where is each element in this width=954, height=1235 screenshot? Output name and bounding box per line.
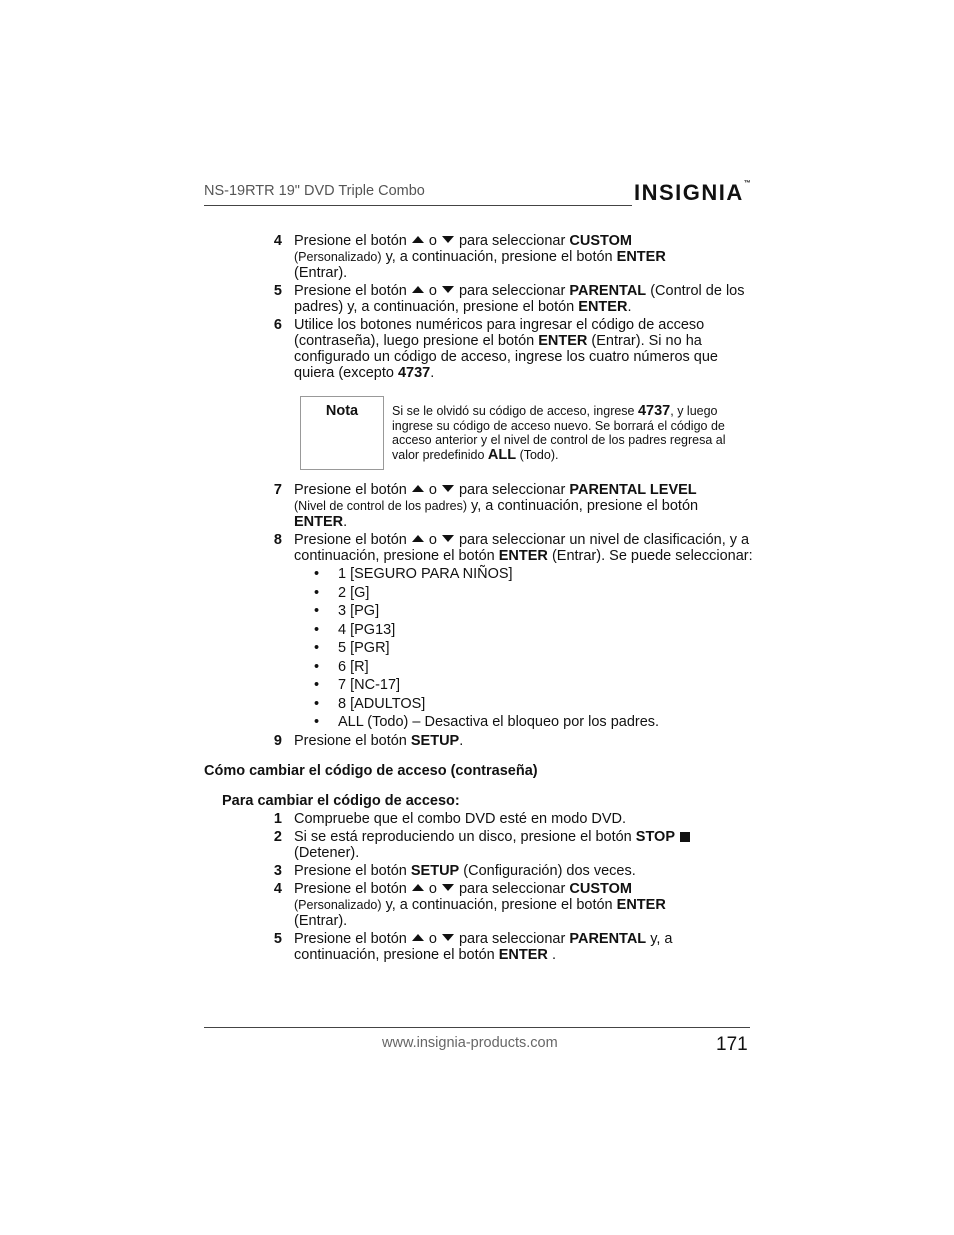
step-paren: (Personalizado) [294,897,382,912]
step-a5 [204,283,754,315]
up-arrow-icon [412,286,424,293]
note-text [384,396,750,470]
step-text [294,931,754,963]
step-text [294,532,754,564]
step-text-part: (Entrar). Se puede seleccionar: [547,548,753,564]
step-text-part: o [428,532,437,548]
down-arrow-icon [442,485,454,492]
step-text [294,829,754,861]
step-text-part: Presione el botón [294,233,407,249]
step-text-part: Presione el botón [294,732,411,749]
parental-label: PARENTAL [569,283,647,299]
step-text-part: Presione el botón [294,930,407,947]
list-item-text: 7 [NC-17] [338,677,401,693]
step-text-part: Presione el botón [294,532,407,548]
down-arrow-icon [442,236,454,243]
step-text-part: Presione el botón [294,862,411,879]
parental-level-label: PARENTAL LEVEL [569,482,697,498]
header-rule [204,205,632,206]
logo-tm: ™ [743,180,751,187]
step-paren: (Personalizado) [294,250,382,264]
step-text [294,233,754,281]
step-text-part: (Configuración) dos veces. [459,862,636,879]
note-text-part: Si se le olvidó su código de acceso, ingrese [392,404,638,418]
footer-url: www.insignia-products.com [382,1035,558,1051]
list-item-text: 3 [PG] [338,603,380,619]
list-item [314,640,754,659]
section-subtitle: Para cambiar el código de acceso: [222,792,460,809]
step-text-part: para seleccionar [458,283,566,299]
bullet: • [314,714,320,730]
enter-label: ENTER [616,896,666,913]
custom-label: CUSTOM [569,880,632,897]
enter-label: ENTER [616,249,666,265]
step-number: 3 [273,862,282,879]
step-text-part: Presione el botón [294,283,407,299]
page-number: 171 [716,1034,748,1055]
note-code: 4737 [637,403,671,419]
step-text-part: para seleccionar [458,482,566,498]
step-text: Compruebe que el combo DVD esté en modo DVD. [294,810,627,827]
bullet: • [314,603,320,619]
note-text-part: , y luego ingrese su código de acceso nuevo. Se borrará el código de acceso anterior y el nivel de control de los padres regresa al valor predefinido [392,404,726,462]
bullet: • [314,621,320,638]
up-arrow-icon [412,236,424,243]
note-box [300,396,750,470]
step-text-part: Si se está reproduciendo un disco, presione el botón [294,828,636,845]
up-arrow-icon [412,485,424,492]
step-a4 [204,233,754,281]
step-number: 9 [273,732,282,749]
list-item-text: 8 [ADULTOS] [338,695,426,712]
down-arrow-icon [442,884,454,891]
step-c2 [204,829,754,861]
up-arrow-icon [412,535,424,542]
step-number: 5 [273,283,282,299]
step-text [294,863,754,879]
page-header-title: NS-19RTR 19" DVD Triple Combo [204,183,425,199]
enter-label: ENTER [294,514,344,530]
step-number: 7 [273,482,282,498]
step-text-part: . [547,946,556,963]
list-item-text: 4 [PG13] [338,621,396,638]
step-text-part: para seleccionar [458,930,566,947]
step-text-part: (Detener). [294,844,360,861]
custom-label: CUSTOM [569,233,632,249]
step-b7 [204,482,754,530]
bullet: • [314,658,320,675]
step-text-part: y, a continuación, presione el botón [381,896,617,913]
note-text-part: (Todo). [516,447,559,462]
step-text-part: . [343,514,348,530]
page-content [204,233,754,965]
step-text-part: Presione el botón [294,482,407,498]
step-number: 2 [273,828,282,845]
enter-label: ENTER [538,333,588,349]
setup-label: SETUP [410,862,460,879]
step-text-part: para seleccionar [458,880,566,897]
step-paren: (Nivel de control de los padres) [294,499,467,513]
step-text [294,283,754,315]
step-text-part: . [627,299,632,315]
step-b8 [204,532,754,564]
list-item [314,677,754,696]
step-text-part: (Control de los padres) y, a continuación, presione el botón [294,283,745,315]
down-arrow-icon [442,286,454,293]
up-arrow-icon [412,934,424,941]
step-text-part: (Entrar). [294,912,348,929]
step-text-part: o [428,930,437,947]
step-number: 4 [273,233,282,249]
parental-label: PARENTAL [569,930,647,947]
step-number: 5 [273,930,282,947]
enter-label: ENTER [498,548,548,564]
list-item [314,566,754,585]
insignia-logo [634,180,751,206]
bullet: • [314,584,320,601]
rating-list [314,566,754,733]
step-text-part: Presione el botón [294,880,407,897]
step-text-part: o [428,233,437,249]
bullet: • [314,640,320,656]
step-text [294,482,754,530]
list-item-text: 2 [G] [338,584,370,601]
setup-label: SETUP [410,732,460,749]
step-c3 [204,863,754,879]
step-text-part: o [428,482,437,498]
list-item-text: 6 [R] [338,658,369,675]
step-text-part: para seleccionar [458,233,566,249]
list-item [314,714,754,733]
step-text-part: para seleccionar un nivel de clasificación, y a continuación, presione el botón [294,532,750,564]
step-c5 [204,931,754,963]
step-c4 [204,881,754,929]
enter-label: ENTER [578,299,628,315]
note-all: ALL [487,446,517,463]
up-arrow-icon [412,884,424,891]
list-item [314,585,754,604]
code-4737: 4737 [397,365,431,381]
bullet: • [314,677,320,693]
step-number: 1 [273,810,282,827]
step-text [294,733,754,749]
step-text-part: . [459,732,464,749]
step-number: 8 [273,532,282,548]
logo-text: INSIGNIA [634,180,744,205]
bullet: • [314,566,320,582]
step-text-part: o [428,880,437,897]
stop-label: STOP [635,828,675,845]
step-text-part: o [428,283,437,299]
section-title: Cómo cambiar el código de acceso (contraseña) [204,762,538,779]
footer-rule [204,1027,750,1028]
list-item-text: ALL (Todo) – Desactiva el bloqueo por los padres. [338,714,660,730]
step-a6 [204,317,754,381]
step-b9 [204,733,754,749]
list-item [314,622,754,641]
step-text-part: y, a continuación, presione el botón [467,498,699,514]
step-text [294,317,754,381]
bullet: • [314,695,320,712]
step-number: 6 [273,317,282,333]
list-item [314,603,754,622]
enter-label: ENTER [498,946,548,963]
stop-icon [680,832,690,842]
note-label: Nota [300,396,384,470]
down-arrow-icon [442,934,454,941]
list-item [314,696,754,715]
step-text-part: (Entrar). [294,265,348,281]
step-text-part: (Entrar). Si no ha configurado un código de acceso, ingrese los cuatro números que quiera (excepto [294,333,718,381]
step-text-part: y, a continuación, presione el botón [294,930,673,963]
step-text-part: y, a continuación, presione el botón [381,249,617,265]
down-arrow-icon [442,535,454,542]
list-item-text: 1 [SEGURO PARA NIÑOS] [338,566,513,582]
list-item [314,659,754,678]
list-item-text: 5 [PGR] [338,640,390,656]
step-text-part: Utilice los botones numéricos para ingresar el código de acceso (contraseña), luego presione el botón [294,317,705,349]
step-text [294,881,754,929]
step-text-part: . [430,365,435,381]
step-c1 [204,811,754,827]
step-number: 4 [273,880,282,897]
